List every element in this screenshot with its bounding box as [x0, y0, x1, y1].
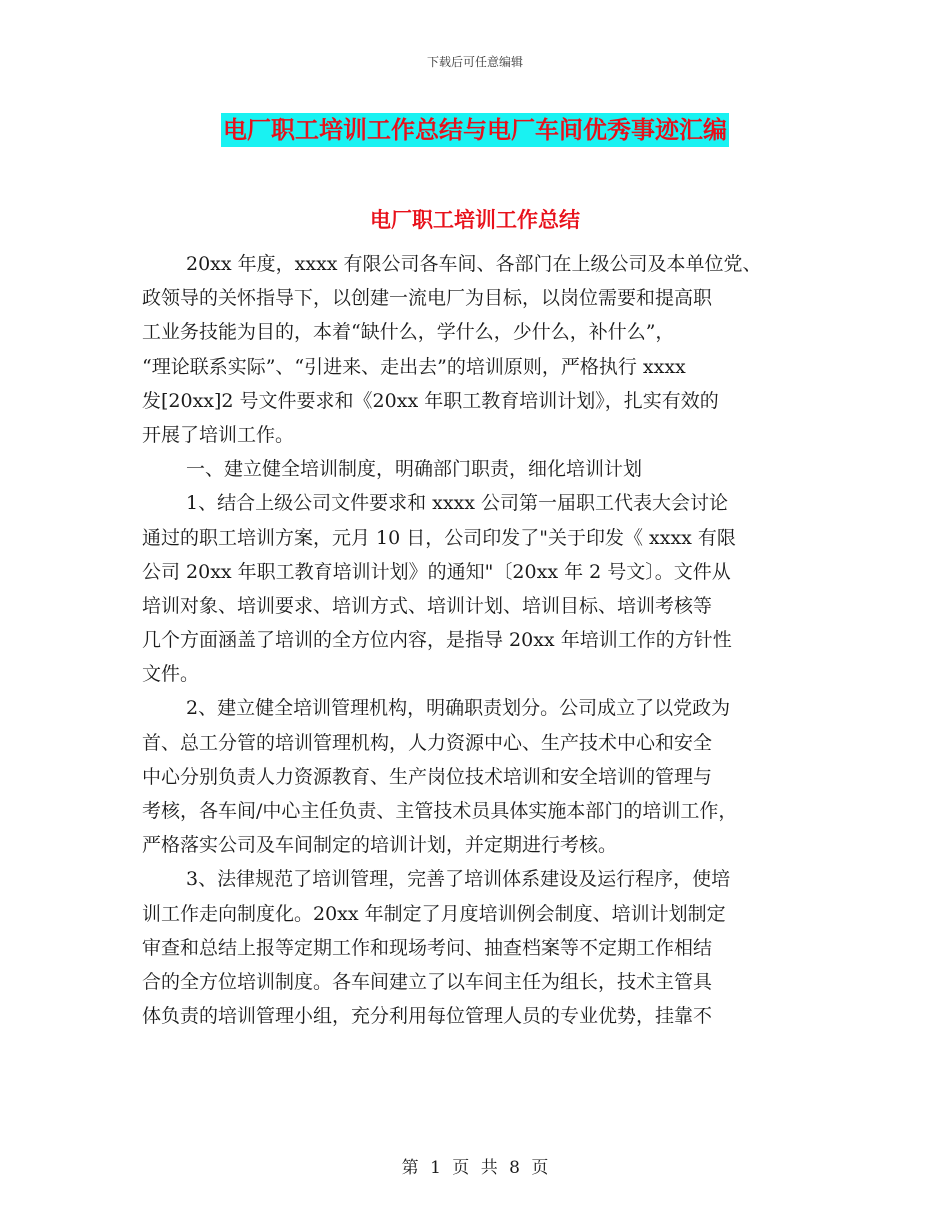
body-line: 中心分别负责人力资源教育、生产岗位技术培训和安全培训的管理与 — [142, 765, 713, 788]
body-line: 审查和总结上报等定期工作和现场考问、抽查档案等不定期工作相结 — [142, 936, 713, 959]
body-line: “理论联系实际”、“引进来、走出去”的培训原则，严格执行 xxxx — [142, 355, 686, 378]
body-line: 1、结合上级公司文件要求和 xxxx 公司第一届职工代表大会讨论 — [186, 492, 729, 515]
body-line: 首、总工分管的培训管理机构，人力资源中心、生产技术中心和安全 — [142, 731, 713, 754]
body-line: 工业务技能为目的，本着“缺什么，学什么，少什么，补什么”， — [142, 321, 675, 344]
body-line: 公司 20xx 年职工教育培训计划》的通知"〔20xx 年 2 号文〕。文件从 — [142, 560, 731, 583]
body-line: 考核，各车间/中心主任负责、主管技术员具体实施本部门的培训工作， — [142, 800, 738, 822]
body-line: 政领导的关怀指导下，以创建一流电厂为目标，以岗位需要和提高职 — [142, 287, 713, 310]
body-line: 通过的职工培训方案，元月 10 日，公司印发了"关于印发《 xxxx 有限 — [142, 526, 736, 549]
document-title: 电厂职工培训工作总结与电厂车间优秀事迹汇编 — [221, 113, 729, 147]
header-note: 下载后可任意编辑 — [426, 55, 523, 69]
body-line: 开展了培训工作。 — [142, 423, 295, 446]
body-line: 发[20xx]2 号文件要求和《20xx 年职工教育培训计划》，扎实有效的 — [142, 389, 719, 412]
body-line: 合的全方位培训制度。各车间建立了以车间主任为组长，技术主管具 — [142, 970, 713, 993]
section-title: 电厂职工培训工作总结 — [370, 208, 580, 232]
body-line: 体负责的培训管理小组，充分利用每位管理人员的专业优势，挂靠不 — [142, 1005, 713, 1028]
body-line: 3、法律规范了培训管理，完善了培训体系建设及运行程序，使培 — [186, 868, 731, 891]
body-line: 几个方面涵盖了培训的全方位内容，是指导 20xx 年培训工作的方针性 — [142, 629, 732, 652]
main-title-container — [0, 113, 950, 147]
body-line: 2、建立健全培训管理机构，明确职责划分。公司成立了以党政为 — [186, 697, 731, 720]
document-body — [142, 247, 812, 1033]
body-line: 训工作走向制度化。20xx 年制定了月度培训例会制度、培训计划制定 — [142, 902, 726, 925]
body-line: 一、建立健全培训制度，明确部门职责，细化培训计划 — [186, 458, 643, 481]
body-line: 培训对象、培训要求、培训方式、培训计划、培训目标、培训考核等 — [142, 594, 713, 617]
body-line: 20xx 年度，xxxx 有限公司各车间、各部门在上级公司及本单位党、 — [186, 253, 762, 275]
page-footer: 第 1 页 共 8 页 — [401, 1158, 549, 1178]
body-line: 严格落实公司及车间制定的培训计划，并定期进行考核。 — [142, 834, 618, 857]
body-line: 文件。 — [142, 663, 200, 686]
